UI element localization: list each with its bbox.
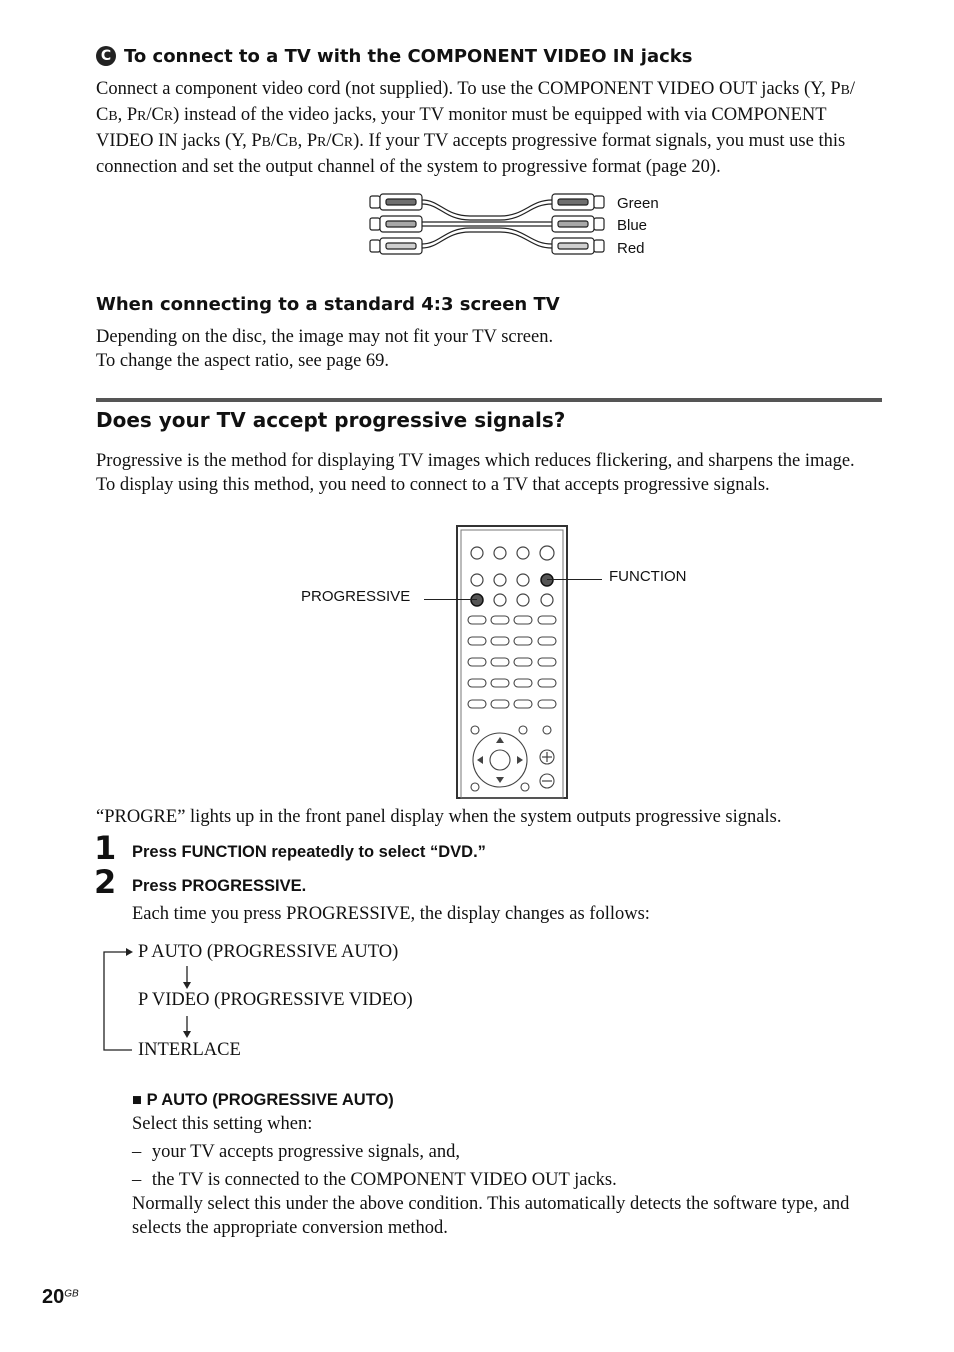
subheading-4-3: When connecting to a standard 4:3 screen TV bbox=[96, 294, 560, 315]
subscript-b: B bbox=[261, 135, 271, 150]
subscript-r: R bbox=[317, 135, 327, 150]
function-button-marker bbox=[541, 574, 553, 586]
cable-plug-blue-left bbox=[386, 221, 416, 227]
remote-label-progressive: PROGRESSIVE bbox=[301, 588, 411, 605]
remote-control-illustration bbox=[455, 525, 570, 799]
section-heading-component bbox=[96, 46, 692, 67]
component-cable-illustration bbox=[360, 190, 620, 262]
section-divider bbox=[96, 398, 882, 402]
sub-4-3-line-1: Depending on the disc, the image may not fit your TV screen. bbox=[96, 327, 554, 347]
progressive-line-1: Progressive is the method for displaying TV images which reduces flickering, and sharpens the image. bbox=[96, 451, 855, 471]
page-number-value: 20 bbox=[42, 1286, 65, 1308]
text-c: /C bbox=[326, 131, 344, 151]
text-p: , P bbox=[297, 131, 318, 151]
text-c: /C bbox=[270, 131, 289, 151]
cable-label-blue: Blue bbox=[617, 217, 648, 234]
sub-4-3-line-2: To change the aspect ratio, see page 69. bbox=[96, 351, 390, 371]
text-c: C bbox=[96, 105, 109, 125]
cable-plug-green-left bbox=[386, 199, 416, 205]
square-bullet-icon: ■ bbox=[132, 1091, 142, 1109]
subscript-r: R bbox=[343, 135, 354, 150]
p-auto-heading bbox=[132, 1091, 394, 1110]
subscript-b: B bbox=[108, 109, 118, 124]
para-line-1: Connect a component video cord (not supplied). To use the COMPONENT VIDEO OUT jacks (Y, P bbox=[96, 79, 841, 99]
cycle-item-p-auto: P AUTO (PROGRESSIVE AUTO) bbox=[138, 942, 399, 962]
step-label-2: Press PROGRESSIVE. bbox=[132, 877, 307, 895]
p-auto-normal-line-2: selects the appropriate conversion method. bbox=[132, 1218, 448, 1238]
dash-marker: – bbox=[132, 1170, 142, 1190]
cycle-item-interlace: INTERLACE bbox=[138, 1040, 241, 1060]
bullet-text: your TV accepts progressive signals, and, bbox=[151, 1142, 460, 1162]
component-paragraph bbox=[96, 77, 896, 179]
p-auto-bullet-2 bbox=[132, 1168, 617, 1192]
subscript-b: B bbox=[840, 83, 850, 98]
p-auto-bullet-1 bbox=[132, 1140, 460, 1164]
cable-label-red: Red bbox=[617, 240, 645, 257]
dash-marker: – bbox=[132, 1142, 142, 1162]
bullet-text: the TV is connected to the COMPONENT VIDEO OUT jacks. bbox=[151, 1170, 617, 1190]
para-line-3: VIDEO IN jacks (Y, P bbox=[96, 131, 262, 151]
progressive-button-marker bbox=[471, 594, 483, 606]
subscript-b: B bbox=[288, 135, 298, 150]
step-number-2: 2 bbox=[94, 863, 117, 901]
text-p: , P bbox=[117, 105, 138, 125]
progressive-line-2: To display using this method, you need to connect to a TV that accepts progressive signals. bbox=[96, 475, 770, 495]
progressive-callout-line bbox=[424, 599, 477, 600]
p-auto-normal-line-1: Normally select this under the above condition. This automatically detects the software type, and bbox=[132, 1194, 850, 1214]
cable-plug-green-right bbox=[558, 199, 588, 205]
step-number-1: 1 bbox=[94, 829, 117, 867]
section-heading-text: To connect to a TV with the COMPONENT VIDEO IN jacks bbox=[124, 46, 693, 67]
p-auto-intro: Select this setting when: bbox=[132, 1114, 313, 1134]
text-c: /C bbox=[146, 105, 164, 125]
para-line-2: ) instead of the video jacks, your TV monitor must be equipped with via COMPONENT bbox=[173, 105, 827, 125]
step-2-description: Each time you press PROGRESSIVE, the display changes as follows: bbox=[132, 904, 650, 924]
para-line-3-rest: ). If your TV accepts progressive format signals, you must use this bbox=[353, 131, 846, 151]
page-number-suffix: GB bbox=[64, 1288, 79, 1300]
progressive-heading: Does your TV accept progressive signals? bbox=[96, 408, 566, 432]
cable-label-green: Green bbox=[617, 195, 659, 212]
subscript-r: R bbox=[137, 109, 147, 124]
function-callout-line bbox=[547, 579, 602, 580]
section-c-badge: C bbox=[96, 46, 116, 66]
cable-plug-blue-right bbox=[558, 221, 588, 227]
cable-plug-red-right bbox=[558, 243, 588, 249]
subscript-r: R bbox=[163, 109, 174, 124]
cycle-item-p-video: P VIDEO (PROGRESSIVE VIDEO) bbox=[138, 990, 413, 1010]
step-label-1: Press FUNCTION repeatedly to select “DVD.” bbox=[132, 843, 486, 861]
remote-label-function: FUNCTION bbox=[609, 568, 687, 585]
slash: / bbox=[849, 79, 856, 99]
para-line-4: connection and set the output channel of the system to progressive format (page 20). bbox=[96, 157, 721, 177]
progre-note: “PROGRE” lights up in the front panel display when the system outputs progressive signals. bbox=[96, 807, 782, 827]
page-number bbox=[42, 1286, 79, 1309]
p-auto-heading-text: P AUTO (PROGRESSIVE AUTO) bbox=[146, 1091, 394, 1109]
cable-plug-red-left bbox=[386, 243, 416, 249]
